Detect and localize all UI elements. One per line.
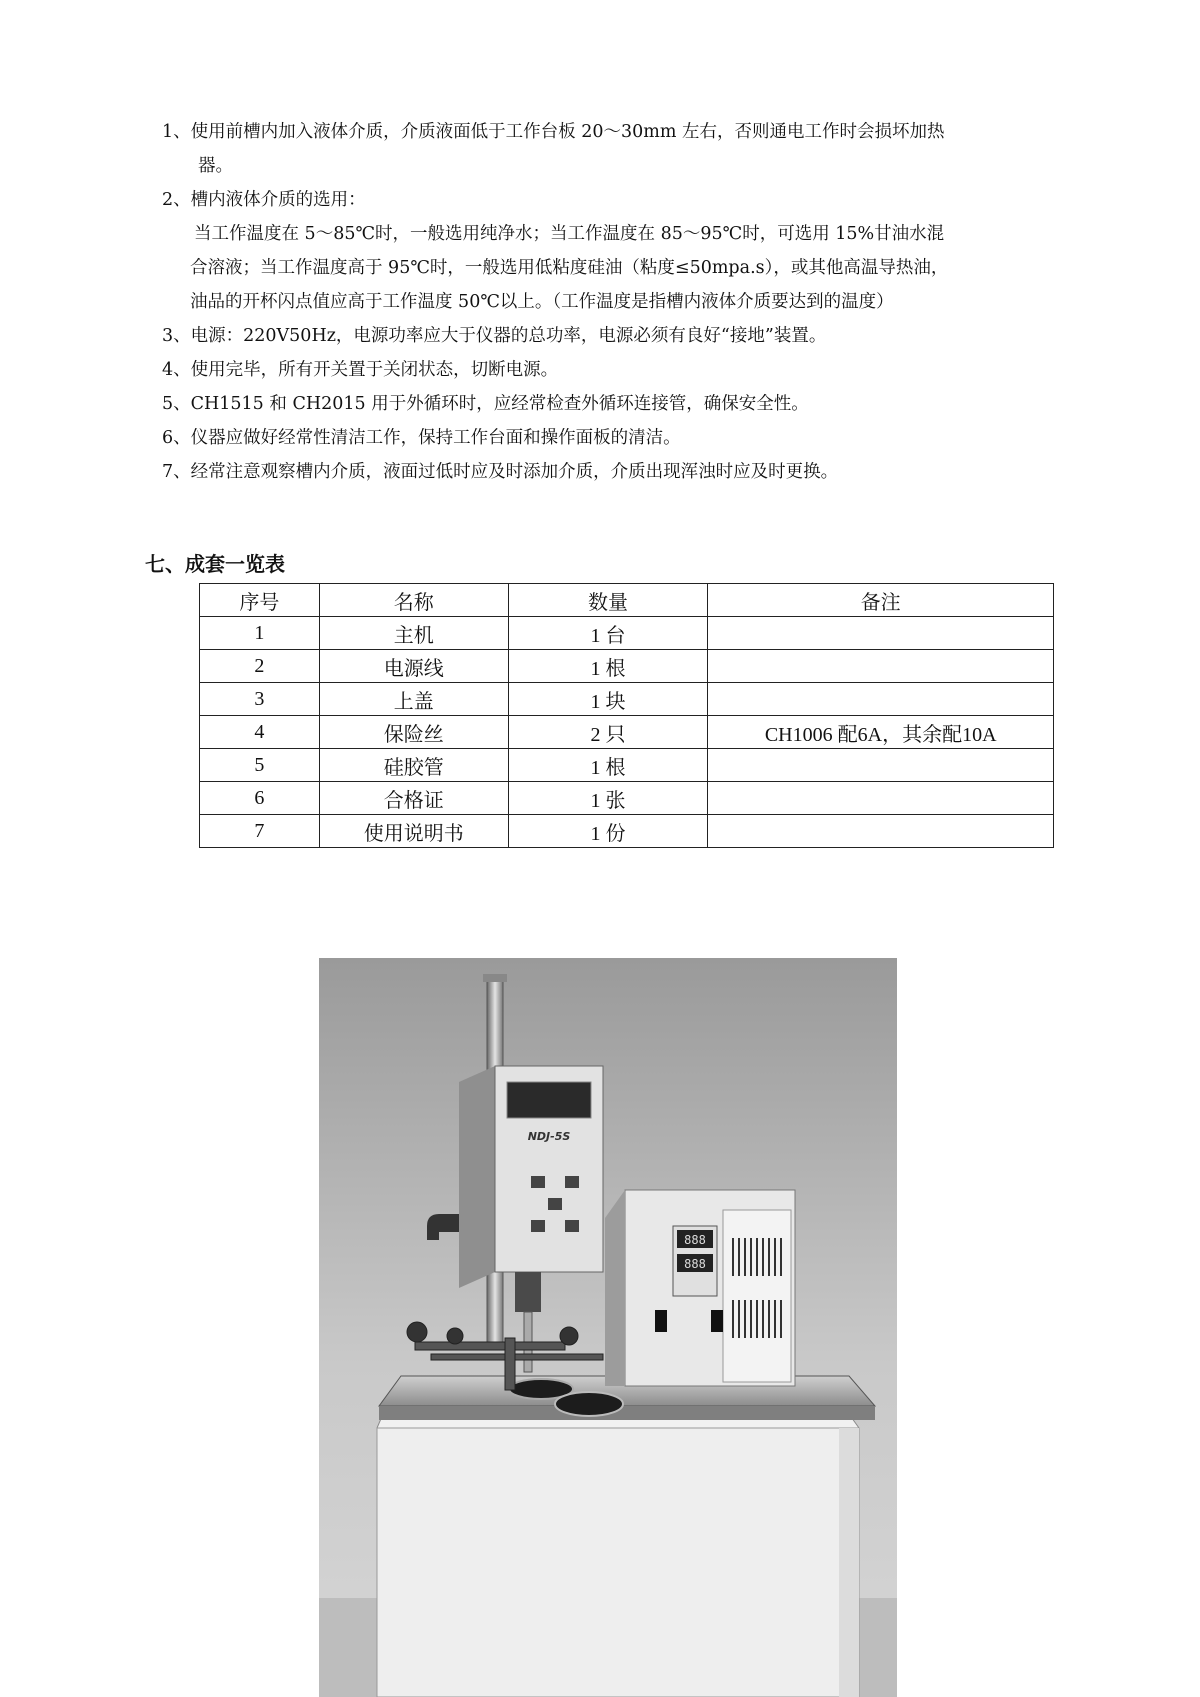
note-4: 4、使用完毕，所有开关置于关闭状态，切断电源。 xyxy=(162,360,559,380)
table-row xyxy=(200,716,1054,749)
cell-remarks xyxy=(708,617,1054,650)
table-row xyxy=(200,815,1054,848)
cell-remarks xyxy=(708,749,1054,782)
note-1: 1、使用前槽内加入液体介质，介质液面低于工作台板 20～30mm 左右，否则通电工作时会损坏加热 xyxy=(162,122,945,142)
cell-remarks xyxy=(708,650,1054,683)
usage-notes xyxy=(162,115,1082,489)
note-2-detail-1: 当工作温度在 5～85℃时，一般选用纯净水；当工作温度在 85～95℃时，可选用 15%甘油水混 xyxy=(194,224,945,244)
cell-remarks xyxy=(708,782,1054,815)
cell-quantity: 1 台 xyxy=(508,617,708,650)
cell-name: 保险丝 xyxy=(319,716,508,749)
viscometer-model-label: NDJ-5S xyxy=(527,1130,571,1143)
col-header-remarks: 备注 xyxy=(708,584,1054,617)
cell-quantity: 1 根 xyxy=(508,749,708,782)
viscometer-button-icon xyxy=(565,1176,579,1188)
cell-index: 3 xyxy=(200,683,320,716)
col-header-quantity: 数量 xyxy=(508,584,708,617)
cell-index: 2 xyxy=(200,650,320,683)
table-header-row xyxy=(200,584,1054,617)
note-2: 2、槽内液体介质的选用： xyxy=(162,190,366,210)
cell-index: 1 xyxy=(200,617,320,650)
cell-index: 6 xyxy=(200,782,320,815)
product-photo xyxy=(319,958,897,1697)
temperature-controller xyxy=(605,1190,795,1386)
section-title: 七、成套一览表 xyxy=(145,552,285,576)
cell-quantity: 2 只 xyxy=(508,716,708,749)
table-row xyxy=(200,782,1054,815)
cell-name: 使用说明书 xyxy=(319,815,508,848)
viscometer-button-icon xyxy=(548,1198,562,1210)
cell-name: 合格证 xyxy=(319,782,508,815)
cell-remarks xyxy=(708,815,1054,848)
viscometer-button-icon xyxy=(565,1220,579,1232)
cell-index: 4 xyxy=(200,716,320,749)
note-5: 5、CH1515 和 CH2015 用于外循环时，应经常检查外循环连接管，确保安全性。 xyxy=(162,394,809,414)
cell-name: 电源线 xyxy=(319,650,508,683)
viscometer-button-icon xyxy=(531,1220,545,1232)
table-row xyxy=(200,650,1054,683)
cell-quantity: 1 张 xyxy=(508,782,708,815)
cell-index: 7 xyxy=(200,815,320,848)
cell-remarks xyxy=(708,683,1054,716)
bath-cabinet xyxy=(377,1400,859,1697)
cell-name: 硅胶管 xyxy=(319,749,508,782)
table-row xyxy=(200,749,1054,782)
pump-switch-icon xyxy=(711,1310,723,1332)
note-2-detail-2: 合溶液；当工作温度高于 95℃时，一般选用低粘度硅油（粘度≤50mpa.s），或其他高温导热油， xyxy=(190,258,949,278)
display-readout: 888 xyxy=(684,1233,706,1247)
cell-name: 主机 xyxy=(319,617,508,650)
note-3: 3、电源：220V50Hz，电源功率应大于仪器的总功率，电源必须有良好“接地”装置。 xyxy=(162,326,827,346)
table-row xyxy=(200,683,1054,716)
note-1-cont: 器。 xyxy=(198,156,233,176)
cell-quantity: 1 块 xyxy=(508,683,708,716)
note-6: 6、仪器应做好经常性清洁工作，保持工作台面和操作面板的清洁。 xyxy=(162,428,681,448)
table-row xyxy=(200,617,1054,650)
col-header-index: 序号 xyxy=(200,584,320,617)
viscometer-button-icon xyxy=(531,1176,545,1188)
cell-quantity: 1 根 xyxy=(508,650,708,683)
viscometer-bath-illustration xyxy=(319,958,897,1697)
note-7: 7、经常注意观察槽内介质，液面过低时应及时添加介质，介质出现浑浊时应及时更换。 xyxy=(162,462,839,482)
cell-quantity: 1 份 xyxy=(508,815,708,848)
col-header-name: 名称 xyxy=(319,584,508,617)
note-2-detail-3: 油品的开杯闪点值应高于工作温度 50℃以上。（工作温度是指槽内液体介质要达到的温度） xyxy=(190,292,894,312)
parts-list-table xyxy=(199,583,1054,848)
cell-remarks: CH1006 配6A，其余配10A xyxy=(708,716,1054,749)
display-setpoint: 888 xyxy=(684,1257,706,1271)
power-switch-icon xyxy=(655,1310,667,1332)
cell-name: 上盖 xyxy=(319,683,508,716)
cell-index: 5 xyxy=(200,749,320,782)
